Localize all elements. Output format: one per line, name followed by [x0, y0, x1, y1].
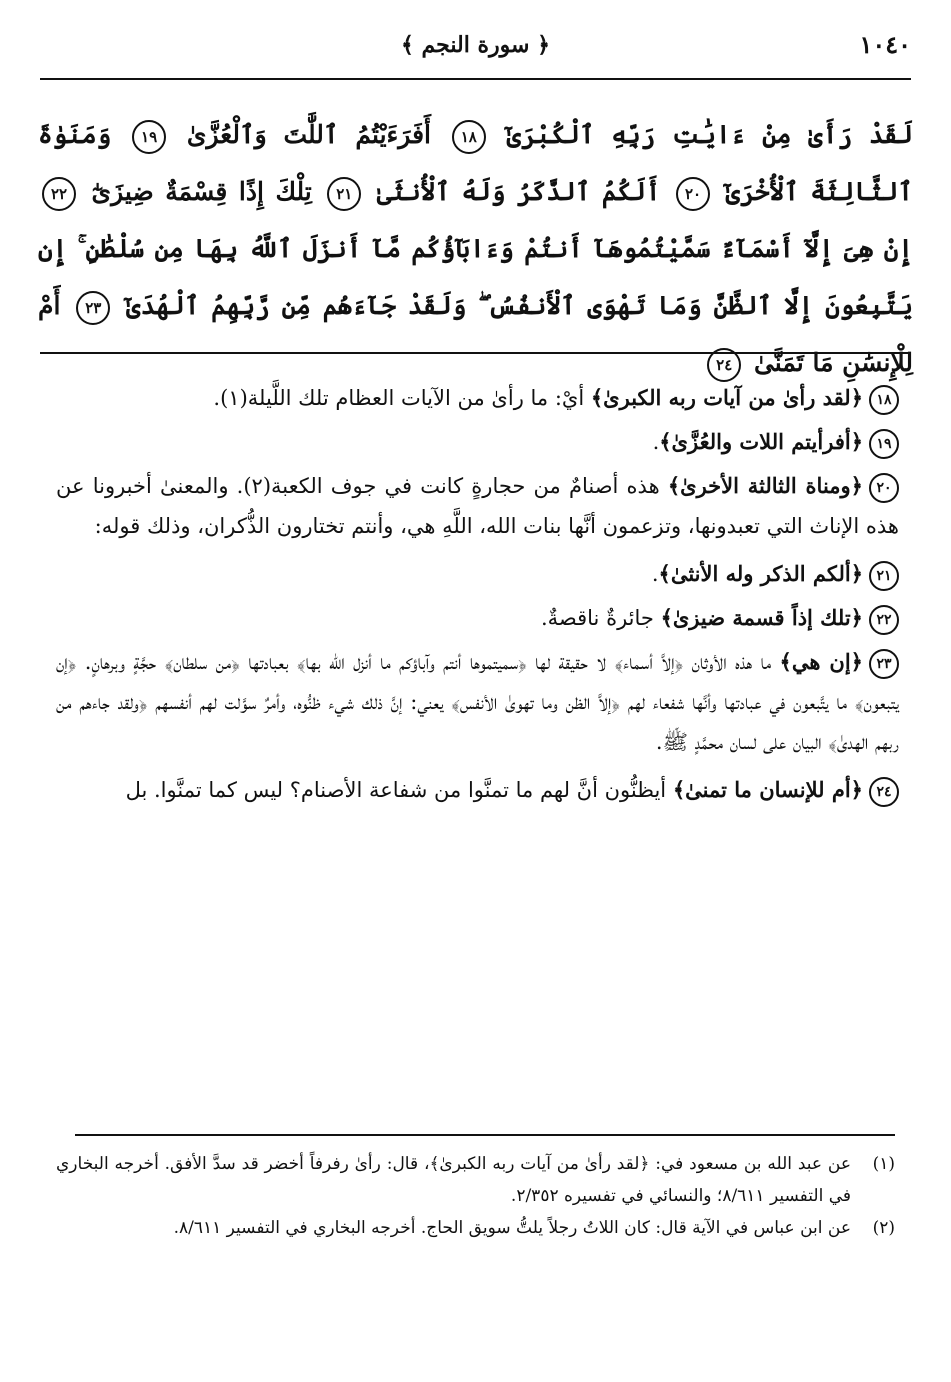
- ayah-number-marker: ٢٠: [869, 473, 899, 503]
- page-header: [40, 30, 911, 64]
- tafsir-entry: [56, 378, 899, 418]
- verse-quote: ﴿لقد رأىٰ من آيات ربه الكبرىٰ﴾: [590, 385, 863, 410]
- commentary-text: أيْ: ما رأىٰ من الآيات العظام تلك اللَّيلة(١).: [213, 386, 591, 410]
- footnote-separator: [75, 1134, 895, 1136]
- ayah-number-marker: ٢٠: [676, 177, 710, 211]
- tafsir-entry: [56, 466, 899, 546]
- verse-quote: ﴿أم للإنسان ما تمنىٰ﴾: [672, 777, 863, 802]
- quran-segment: تِلْكَ إِذًا قِسْمَةٌ ضِيزَىٰٓ: [91, 177, 312, 206]
- footnote-number: (٢): [872, 1218, 895, 1238]
- ayah-number-marker: ١٨: [869, 385, 899, 415]
- ayah-number-marker: ١٩: [132, 120, 166, 154]
- verse-quote: ﴿ألكم الذكر وله الأنثىٰ﴾: [658, 561, 863, 586]
- header-rule: [40, 78, 911, 80]
- footnotes: [56, 1148, 895, 1244]
- commentary-text: أيظنُّون أنَّ لهم ما تمنَّوا من شفاعة الأصنام؟ ليس كما تمنَّوا. بل: [125, 778, 673, 802]
- footnote-text: عن عبد الله بن مسعود في: ﴿لقد رأىٰ من آيات ربه الكبرىٰ﴾، قال: رأىٰ رفرفاً أخضر قد سدَّ الأفق. أخرجه البخاري في التفسير ٨/٦١١؛ والنسائي في تفسيره ٢/٣٥٢.: [56, 1154, 851, 1206]
- footnote-text: عن ابن عباس في الآية قال: كان اللاتُ رجلاً يلتُّ سويق الحاج. أخرجه البخاري في التفسير ٨/٦١١.: [173, 1218, 851, 1238]
- quran-segment: أَلَكُمُ ٱلذَّكَرُ وَلَهُ ٱلْأُنثَىٰ: [376, 177, 661, 206]
- verse-quote: ﴿ومناة الثالثة الأخرىٰ﴾: [667, 473, 863, 498]
- quran-segment: وَمَنَوٰةَ ٱلثَّالِثَةَ ٱلْأُخْرَىٰٓ: [38, 120, 913, 206]
- commentary-text: جائرةٌ ناقصةٌ.: [540, 606, 661, 630]
- ayah-number-marker: ١٨: [452, 120, 486, 154]
- page-number: ١٠٤٠: [859, 30, 911, 59]
- quran-text: [38, 106, 913, 391]
- commentary-text: ما هذه الأوثان ﴿إلاَّ أسماء﴾ لا حقيقة لها ﴿سميتموها أنتم وآباؤكم ما أنزل الله بها﴾ بعبادتها ﴿من سلطان﴾ حجَّةٍ وبرهانٍ. ﴿إن يتبعون﴾ ما يتَّبعون في عبادتها وأنَّها شفعاء لهم ﴿إلاَّ الظن وما تهوىٰ الأنفس﴾ يعني: إنَّ ذلك شيء ظنُّوه، وأمرٌ سوَّلت لهم أنفسهم ﴿ولقد جاءهم من ربهم الهدىٰ﴾ البيان على لسان محمَّدٍ ﷺ.: [56, 650, 899, 754]
- verse-quote: ﴿أفرأيتم اللات والعُزَّىٰ﴾: [659, 429, 863, 454]
- ayah-number-marker: ٢١: [327, 177, 361, 211]
- tafsir-entry: [56, 642, 899, 762]
- ayah-number-marker: ٢٤: [869, 777, 899, 807]
- commentary-text: هذه أصنامٌ من حجارةٍ كانت في جوف الكعبة(٢). والمعنىٰ أخبرونا عن هذه الإناث التي تعبدونها، وتزعمون أنَّها بنات الله، اللَّهِ هي، وأنتم تختارون الذُّكران، وذلك قوله:: [56, 474, 899, 538]
- tafsir-entry: [56, 554, 899, 594]
- footnote-number: (١): [872, 1154, 895, 1174]
- footnote: [56, 1148, 895, 1212]
- tafsir-entry: [56, 598, 899, 638]
- tafsir-commentary: [56, 378, 899, 818]
- footnote: [56, 1212, 895, 1244]
- commentary-text: .: [651, 562, 659, 586]
- ayah-number-marker: ٢٣: [869, 649, 899, 679]
- verse-quote: ﴿تلك إذاً قسمة ضيزىٰ﴾: [660, 605, 863, 630]
- ayah-number-marker: ٢٣: [76, 291, 110, 325]
- quran-segment: أَفَرَءَيْتُمُ ٱللَّٰتَ وَٱلْعُزَّىٰ: [186, 120, 431, 149]
- surah-title: ﴿ سورة النجم ﴾: [400, 32, 550, 58]
- quran-segment: لَقَدْ رَأَىٰ مِنْ ءَايَٰتِ رَبِّهِ ٱلْكُبْرَىٰٓ: [506, 120, 913, 149]
- commentary-text: .: [652, 430, 660, 454]
- ayah-number-marker: ٢٢: [869, 605, 899, 635]
- tafsir-entry: [56, 422, 899, 462]
- quran-segment: إِنْ هِىَ إِلَّآ أَسْمَآءٌ سَمَّيْتُمُوهَآ أَنتُمْ وَءَابَآؤُكُم مَّآ أَنزَلَ ٱللَّهُ بِهَا مِن سُلْطَٰنٍ ۚ إِن يَتَّبِعُونَ إِلَّا ٱلظَّنَّ وَمَا تَهْوَى ٱلْأَنفُسُ ۖ وَلَقَدْ جَآءَهُم مِّن رَّبِّهِمُ ٱلْهُدَىٰٓ: [38, 234, 913, 320]
- verse-quote: ﴿إن هي﴾: [779, 649, 863, 674]
- ayah-number-marker: ١٩: [869, 429, 899, 459]
- ayah-number-marker: ٢٢: [42, 177, 76, 211]
- tafsir-entry: [56, 770, 899, 810]
- quran-segment: أَمْ لِلْإِنسَٰنِ مَا تَمَنَّىٰ: [38, 291, 913, 377]
- ayah-number-marker: ٢٤: [707, 348, 741, 382]
- quran-separator-rule: [40, 352, 911, 354]
- ayah-number-marker: ٢١: [869, 561, 899, 591]
